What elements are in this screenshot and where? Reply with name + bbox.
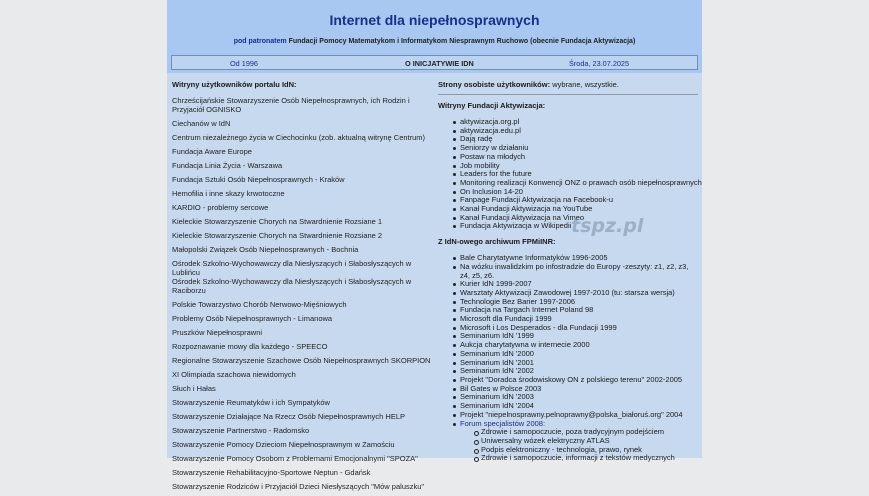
archive-link[interactable]: Seminarium IdN '2002 [453,367,698,376]
aktywizacja-link[interactable]: Job mobility [453,162,698,171]
user-site-link[interactable]: Ośrodek Szkolno-Wychowawczy dla Niesłyszących i Słabosłyszących w Raciborzu [172,277,412,295]
user-site-link[interactable]: Ciechanów w IdN [172,119,231,128]
user-site-link[interactable]: Stowarzyszenie Reumatyków i ich Sympatyków [172,398,330,407]
user-site-link[interactable]: Fundacja Aware Europe [172,147,252,156]
patronage-lead: pod patronatem [233,38,287,45]
archive-link[interactable]: Technologie Bez Barier 1997-2006 [453,298,698,307]
user-site-link[interactable]: Słuch i Hałas [172,384,216,393]
archive-link[interactable]: Warsztaty Aktywizacji Zawodowej 1997-2010 (tu: starsza wersja) [453,289,698,298]
aktywizacja-link[interactable]: Dają radę [453,135,698,144]
since-text: Od 1996 [230,59,258,68]
forum-topic-link[interactable]: Uniwersalny wózek elektryczny ATLAS [474,437,698,446]
current-date: Środa, 23.07.2025 [569,59,630,68]
user-site-link[interactable]: Hemofilia i inne skazy krwotoczne [172,189,285,198]
page-header [167,0,702,73]
aktywizacja-link[interactable]: Kanał Fundacji Aktywizacja na Vimeo [453,214,698,223]
user-site-link[interactable]: Fundacja Linia Życia - Warszawa [172,161,283,170]
aktywizacja-link[interactable]: Fanpage Fundacji Aktywizacja na Facebook-u [453,196,698,205]
list-item [453,420,698,464]
archive-list [453,254,698,463]
user-site-link[interactable]: Kieleckie Stowarzyszenie Chorych na Stwardnienie Rozsiane 2 [172,231,383,240]
archive-link[interactable]: Fundacja na Targach Internet Poland 98 [453,306,698,315]
user-site-link[interactable]: Pruszków Niepełnosprawni [172,328,263,337]
user-site-link[interactable]: Stowarzyszenie Partnerstwo - Radomsko [172,426,310,435]
personal-pages-links[interactable]: wybrane, wszystkie. [552,80,619,89]
user-site-link[interactable]: Stowarzyszenie Rehabilitacyjno-Sportowe Neptun - Gdańsk [172,468,371,477]
forum-topic-link[interactable]: Podpis elektroniczny - technologia, prawo, rynek [474,446,698,455]
archive-link[interactable]: Aukcja charytatywna w internecie 2000 [453,341,698,350]
about-link[interactable]: O INICJATYWIE IDN [405,59,474,68]
user-site-link[interactable]: Problemy Osób Niepełnosprawnych - Limanowa [172,314,333,323]
right-column [438,80,702,463]
user-site-link[interactable]: Stowarzyszenie Pomocy Dzieciom Niepełnosprawnym w Zamościu [172,440,395,449]
archive-link[interactable]: Microsoft dla Fundacji 1999 [453,315,698,324]
user-site-link[interactable]: Stowarzyszenie Pomocy Osobom z Problemami Emocjonalnymi "SPOZA" [172,454,418,463]
archive-link[interactable]: Seminarium IdN '2001 [453,359,698,368]
user-site-link[interactable]: Małopolski Związek Osób Niepełnosprawnych - Bochnia [172,245,359,254]
forum-sublist [474,428,698,463]
aktywizacja-link[interactable]: Leaders for the future [453,170,698,179]
forum-topic-link[interactable]: Zdrowie i samopoczucie, informacji z tekstów medycznych [474,454,698,463]
aktywizacja-link[interactable]: Fundacja Aktywizacja w Wikipedii [453,222,698,231]
patronage-line [167,38,702,45]
aktywizacja-link[interactable]: Kanał Fundacji Aktywizacja na YouTube [453,205,698,214]
user-site-link[interactable]: Fundacja Sztuki Osób Niepełnosprawnych - Kraków [172,175,345,184]
personal-pages-label: Strony osobiste użytkowników: [438,80,551,89]
patronage-text: Fundacji Pomocy Matematykom i Informatykom Niesprawnym Ruchowo (obecnie Fundacja Aktywizacja) [288,38,636,45]
divider [438,94,698,95]
user-sites-heading: Witryny użytkowników portalu IdN: [172,80,297,89]
archive-heading: Z IdN-owego archiwum FPMiINR: [438,237,556,247]
info-bar [171,55,698,70]
archive-link[interactable]: Seminarium IdN '2000 [453,350,698,359]
user-sites-column [172,80,434,496]
watermark-logo: tspz.pl [571,215,644,237]
archive-link[interactable]: Na wózku inwalidzkim po infostradzie do Europy -zeszyty: z1, z2, z3, z4, z5, z6. [453,263,698,280]
page-content [167,0,702,491]
forum-topic-link[interactable]: Zdrowie i samopoczucie, poza tradycyjnym podejściem [474,428,698,437]
user-site-link[interactable]: Regionalne Stowarzyszenie Szachowe Osób Niepełnosprawnych SKORPION [172,356,431,365]
user-site-link[interactable]: Polskie Towarzystwo Chorób Nerwowo-Mięśniowych [172,300,347,309]
user-site-link[interactable]: XI Olimpiada szachowa niewidomych [172,370,296,379]
user-site-link[interactable]: Stowarzyszenie Działające Na Rzecz Osób Niepełnosprawnych HELP [172,412,406,421]
user-site-link[interactable]: Chrześcijańskie Stowarzyszenie Osób Niepełnosprawnych, ich Rodzin i Przyjaciół OGNISKO [172,96,410,114]
archive-link[interactable]: Seminarium IdN '1999 [453,332,698,341]
site-title[interactable]: Internet dla niepełnosprawnych [329,12,540,28]
user-site-link[interactable]: Stowarzyszenie Rodziców i Przyjaciół Dzieci Niesłyszących "Mów paluszku" [172,482,425,491]
user-site-link[interactable]: Centrum niezależnego życia w Ciechocinku (zob. aktualną witrynę Centrum) [172,133,426,142]
aktywizacja-link[interactable]: aktywizacja.edu.pl [453,127,698,136]
archive-link[interactable]: Seminarium IdN '2004 [453,402,698,411]
aktywizacja-link[interactable]: Monitoring realizacji Konwencji ONZ o prawach osób niepełnosprawnych [453,179,698,188]
personal-pages [438,80,698,89]
user-sites-list [172,96,434,491]
archive-link[interactable]: Bil Gates w Polsce 2003 [453,385,698,394]
user-site-link[interactable]: KARDIO - problemy sercowe [172,203,269,212]
aktywizacja-link[interactable]: Seniorzy w działaniu [453,144,698,153]
aktywizacja-link[interactable]: Postaw na młodych [453,153,698,162]
archive-link[interactable]: Kurier IdN 1999-2007 [453,280,698,289]
aktywizacja-heading: Witryny Fundacji Aktywizacja: [438,101,546,110]
archive-link[interactable]: Projekt "Doradca środowiskowy ON z polskiego terenu" 2002-2005 [453,376,698,385]
forum-link[interactable]: Forum specjalistów 2008: [460,418,546,428]
archive-link[interactable]: Microsoft i Los Desperados - dla Fundacji 1999 [453,324,698,333]
archive-link[interactable]: Seminarium IdN '2003 [453,393,698,402]
aktywizacja-link[interactable]: On Inclusion 14-20 [453,188,698,197]
user-site-link[interactable]: Rozpoznawanie mowy dla każdego - SPEECO [172,342,328,351]
aktywizacja-link[interactable]: aktywizacja.org.pl [453,118,698,127]
user-site-link[interactable]: Kieleckie Stowarzyszenie Chorych na Stwardnienie Rozsiane 1 [172,217,383,226]
archive-link[interactable]: Bale Charytatywne Informatyków 1996-2005 [453,254,698,263]
archive-link[interactable]: Projekt "niepelnosprawny.pelnoprawny@polska_białoruś.org" 2004 [453,411,698,420]
user-site-link[interactable]: Ośrodek Szkolno-Wychowawczy dla Niesłyszących i Słabosłyszących w Lublińcu [172,259,412,277]
